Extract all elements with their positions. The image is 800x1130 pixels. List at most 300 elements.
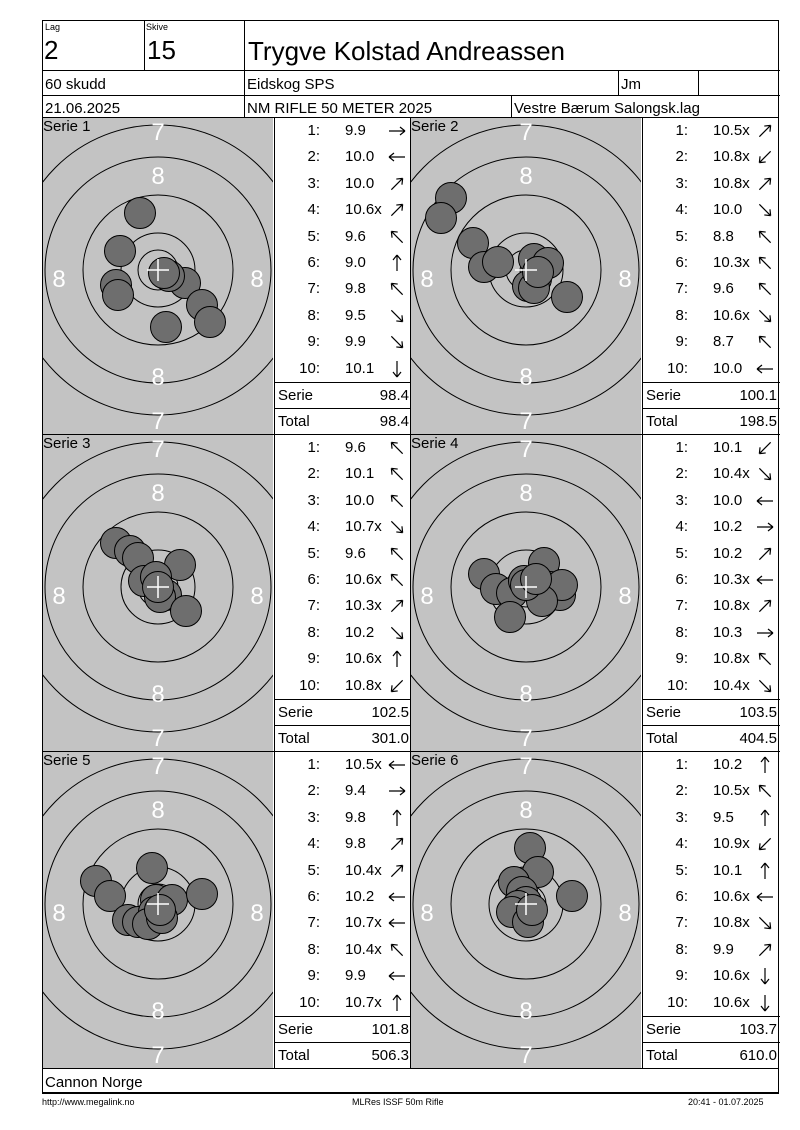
direction-arrow-icon [755,835,775,853]
direction-arrow-icon [755,307,775,325]
shot-hole [105,236,136,267]
serie-sum-value: 100.1 [739,387,777,404]
target-panel [411,435,641,751]
shot-row [643,171,780,197]
shot-value: 10.0 [713,359,743,377]
shot-hole [552,282,583,313]
direction-arrow-icon [755,994,775,1012]
shot-row [643,752,780,778]
shot-row [643,910,780,936]
serie-title: Serie 4 [411,435,459,452]
total-sum-value: 98.4 [379,413,409,430]
shot-number: 7: [675,914,688,932]
target-svg [411,118,641,434]
shot-value: 9.9 [345,333,366,351]
ring-number: 8 [519,364,533,391]
direction-arrow-icon [755,333,775,351]
event-date: 21.06.2025 [45,100,121,117]
shot-value: 10.6x [345,201,382,219]
ring-number: 8 [519,681,533,708]
shot-number: 9: [307,650,320,668]
shot-number: 3: [307,174,320,192]
shot-number: 5: [307,227,320,245]
total-sum-row [643,1042,780,1069]
shot-number: 4: [675,201,688,219]
shooter-name: Trygve Kolstad Andreassen [248,36,565,66]
shot-value: 10.5x [713,782,750,800]
score-panel [274,752,411,1068]
score-panel [642,435,779,751]
shot-row [275,937,412,963]
shot-row [275,118,412,144]
direction-arrow-icon [387,571,407,589]
shot-number: 9: [307,967,320,985]
shot-row [643,118,780,144]
shot-number: 7: [307,914,320,932]
shot-number: 2: [307,148,320,166]
shot-number: 1: [675,439,688,456]
direction-arrow-icon [755,148,775,166]
shot-hole [125,198,156,229]
total-sum-value: 301.0 [371,730,409,747]
footer-software: MLRes ISSF 50m Rifle [352,1097,444,1107]
row-divider [43,434,780,435]
target-panel [411,118,641,434]
direction-arrow-icon [387,888,407,906]
direction-arrow-icon [755,518,775,536]
ring-number: 8 [151,797,165,824]
shot-row [275,778,412,804]
direction-arrow-icon [755,941,775,959]
ring-number: 7 [519,119,533,146]
shot-number: 2: [675,148,688,166]
club-name: Eidskog SPS [247,76,335,93]
shot-row [643,884,780,910]
shot-row [643,620,780,646]
shot-value: 10.1 [345,465,375,483]
direction-arrow-icon [755,465,775,483]
direction-arrow-icon [755,914,775,932]
direction-arrow-icon [387,175,407,193]
shot-number: 4: [307,201,320,219]
serie-sum-value: 98.4 [379,387,409,404]
ring-number: 8 [151,998,165,1025]
shot-number: 9: [307,333,320,351]
direction-arrow-icon [387,862,407,880]
shot-row [643,197,780,223]
direction-arrow-icon [387,994,407,1012]
series-grid [42,118,779,1069]
ring-number: 8 [618,583,632,610]
shot-number: 1: [307,756,320,773]
shot-row [275,276,412,302]
total-sum-label: Total [646,413,678,430]
shot-value: 10.2 [713,544,743,562]
ring-number: 7 [519,408,533,434]
shot-number: 7: [307,280,320,298]
lag-label: Lag [45,22,61,32]
serie-sum-value: 103.5 [739,704,777,721]
target-svg [43,435,273,751]
ring-number: 8 [519,163,533,190]
direction-arrow-icon [387,280,407,298]
shot-value: 10.6x [713,967,750,985]
shot-number: 5: [307,861,320,879]
shot-value: 9.6 [713,280,734,298]
shot-value: 10.0 [345,174,375,192]
shot-row [643,541,780,567]
serie-sum-row [275,1016,412,1043]
shot-row [275,514,412,540]
serie-sum-value: 103.7 [739,1021,777,1038]
direction-arrow-icon [387,835,407,853]
direction-arrow-icon [755,175,775,193]
shot-value: 8.8 [713,227,734,245]
shot-value: 10.0 [713,201,743,219]
ring-number: 7 [519,436,533,463]
shot-value: 10.0 [345,148,375,166]
shot-number: 2: [675,782,688,800]
direction-arrow-icon [755,624,775,642]
shot-row [275,593,412,619]
shot-row [643,673,780,699]
shot-value: 10.3x [713,571,750,588]
shot-value: 10.6x [713,306,750,324]
score-panel [274,118,411,434]
shot-row [643,488,780,514]
serie-sum-label: Serie [278,387,314,404]
shot-row [275,461,412,487]
shot-row [275,963,412,989]
shot-number: 7: [675,597,688,615]
direction-arrow-icon [387,439,407,457]
shot-value: 9.5 [345,306,366,324]
shot-value: 10.3x [345,597,382,615]
serie-sum-row [643,699,780,726]
shot-row [643,858,780,884]
serie-sum-row [275,382,412,409]
shot-row [643,276,780,302]
shot-number: 7: [675,280,688,298]
shot-row [643,514,780,540]
direction-arrow-icon [387,809,407,827]
shot-hole [151,312,182,343]
direction-arrow-icon [387,756,407,774]
ring-number: 7 [151,408,165,434]
shot-value: 10.0 [713,491,743,509]
ring-number: 8 [52,266,66,293]
shot-number: 3: [307,491,320,509]
footer-timestamp: 20:41 - 01.07.2025 [688,1097,764,1107]
ring-number: 8 [151,163,165,190]
serie-title: Serie 3 [43,435,91,452]
shot-number: 8: [307,940,320,958]
shot-value: 9.5 [713,808,734,826]
direction-arrow-icon [755,967,775,985]
shot-number: 10: [667,676,688,694]
shot-number: 8: [675,940,688,958]
shot-row [643,805,780,831]
score-panel [274,435,411,751]
shot-hole [171,596,202,627]
shot-number: 6: [307,888,320,905]
shot-number: 8: [307,306,320,324]
shot-row [275,673,412,699]
shot-hole [187,879,218,910]
shot-number: 10: [299,993,320,1011]
shot-value: 10.8x [713,148,750,166]
shot-row [643,435,780,461]
event-location: Vestre Bærum Salongsk.lag [514,100,700,117]
skive-label: Skive [146,22,169,32]
shot-value: 10.4x [345,940,382,958]
sponsor-box [42,1069,779,1093]
total-sum-label: Total [646,730,678,747]
direction-arrow-icon [755,201,775,219]
shot-number: 4: [675,518,688,536]
direction-arrow-icon [387,782,407,800]
serie-title: Serie 5 [43,752,91,769]
shot-row [275,910,412,936]
target-panel [43,435,273,751]
shot-row [275,144,412,170]
shot-row [643,963,780,989]
shot-value: 10.1 [345,359,375,377]
total-sum-label: Total [278,730,310,747]
ring-number: 7 [151,1042,165,1068]
direction-arrow-icon [755,782,775,800]
serie-title: Serie 6 [411,752,459,769]
direction-arrow-icon [387,122,407,140]
sponsor-name: Cannon Norge [45,1074,143,1091]
direction-arrow-icon [755,439,775,457]
shot-number: 8: [307,623,320,641]
total-sum-row [275,725,412,752]
ring-number: 8 [250,266,264,293]
ring-number: 7 [151,119,165,146]
direction-arrow-icon [387,967,407,985]
shot-number: 6: [307,571,320,588]
total-sum-row [275,1042,412,1069]
ring-number: 8 [618,266,632,293]
shot-row [275,329,412,355]
shot-value: 9.6 [345,544,366,562]
direction-arrow-icon [755,888,775,906]
header-box [42,20,779,118]
total-sum-row [643,408,780,435]
shot-number: 7: [307,597,320,615]
shot-value: 10.6x [713,888,750,905]
shot-hole [149,258,180,289]
shot-row [643,356,780,382]
direction-arrow-icon [387,333,407,351]
shot-value: 10.7x [345,518,382,536]
ring-number: 8 [250,583,264,610]
direction-arrow-icon [387,492,407,510]
shot-value: 10.2 [713,756,743,773]
target-panel [43,118,273,434]
direction-arrow-icon [755,862,775,880]
shot-number: 1: [675,122,688,139]
shot-number: 6: [675,254,688,271]
shot-row [643,250,780,276]
shot-row [643,593,780,619]
shot-row [275,435,412,461]
shot-value: 10.8x [713,914,750,932]
serie-sum-value: 102.5 [371,704,409,721]
shot-row [275,541,412,567]
ring-number: 7 [151,436,165,463]
direction-arrow-icon [387,201,407,219]
shot-value: 10.5x [345,756,382,773]
shot-number: 4: [307,518,320,536]
shot-row [275,197,412,223]
shot-number: 10: [667,993,688,1011]
shot-value: 8.7 [713,333,734,351]
shot-value: 9.9 [345,122,366,139]
shot-value: 10.6x [345,571,382,588]
shot-value: 10.8x [713,650,750,668]
total-sum-value: 506.3 [371,1047,409,1064]
shot-row [275,805,412,831]
direction-arrow-icon [755,650,775,668]
serie-sum-value: 101.8 [371,1021,409,1038]
direction-arrow-icon [755,677,775,695]
shot-row [275,831,412,857]
score-panel [642,118,779,434]
serie-sum-label: Serie [278,704,314,721]
shot-hole [426,203,457,234]
direction-arrow-icon [755,809,775,827]
shot-hole [517,895,548,926]
shot-number: 10: [667,359,688,377]
shot-number: 8: [675,623,688,641]
shot-row [275,990,412,1016]
shot-number: 9: [675,650,688,668]
direction-arrow-icon [387,597,407,615]
shot-value: 10.3 [713,623,743,641]
footer-url[interactable]: http://www.megalink.no [42,1097,135,1107]
ring-number: 8 [519,480,533,507]
total-sum-row [643,725,780,752]
shot-row [275,250,412,276]
shot-row [643,461,780,487]
direction-arrow-icon [755,122,775,140]
shot-hole [521,564,552,595]
shot-hole [523,257,554,288]
row-divider [43,751,780,752]
direction-arrow-icon [755,571,775,589]
shot-value: 10.0 [345,491,375,509]
ring-number: 8 [52,583,66,610]
shot-number: 6: [675,571,688,588]
direction-arrow-icon [387,148,407,166]
shot-value: 10.4x [713,465,750,483]
direction-arrow-icon [755,360,775,378]
shot-hole [557,881,588,912]
direction-arrow-icon [755,492,775,510]
shot-number: 1: [307,439,320,456]
shot-value: 10.8x [713,597,750,615]
shot-value: 10.5x [713,122,750,139]
shot-number: 9: [675,333,688,351]
shot-number: 3: [675,491,688,509]
shot-row [643,567,780,593]
serie-title: Serie 2 [411,118,459,135]
shot-value: 10.4x [345,861,382,879]
shot-row [643,831,780,857]
ring-number: 8 [420,266,434,293]
shot-value: 10.6x [713,993,750,1011]
shot-row [275,171,412,197]
direction-arrow-icon [387,941,407,959]
shot-value: 9.0 [345,254,366,271]
total-sum-value: 198.5 [739,413,777,430]
shot-value: 9.4 [345,782,366,800]
direction-arrow-icon [387,518,407,536]
shot-number: 5: [307,544,320,562]
shot-value: 10.7x [345,914,382,932]
serie-sum-row [643,1016,780,1043]
shot-value: 9.9 [713,940,734,958]
direction-arrow-icon [387,677,407,695]
direction-arrow-icon [755,228,775,246]
shot-number: 10: [299,359,320,377]
shot-row [275,224,412,250]
total-sum-value: 610.0 [739,1047,777,1064]
shot-row [275,646,412,672]
total-sum-label: Total [278,1047,310,1064]
direction-arrow-icon [387,545,407,563]
shot-value: 9.9 [345,967,366,985]
direction-arrow-icon [387,624,407,642]
ring-number: 7 [151,753,165,780]
shot-row [643,990,780,1016]
shot-value: 10.1 [713,861,743,879]
shot-value: 10.8x [345,676,382,694]
ring-number: 8 [420,583,434,610]
shot-number: 3: [675,174,688,192]
ring-number: 8 [519,998,533,1025]
shot-number: 2: [307,465,320,483]
shot-number: 1: [675,756,688,773]
shot-row [275,752,412,778]
direction-arrow-icon [755,597,775,615]
shot-value: 10.4x [713,676,750,694]
shot-number: 9: [675,967,688,985]
ring-number: 7 [519,753,533,780]
shot-row [643,329,780,355]
direction-arrow-icon [387,360,407,378]
shot-number: 10: [299,676,320,694]
ring-number: 8 [420,900,434,927]
target-panel [411,752,641,1068]
shot-value: 10.8x [713,174,750,192]
shot-number: 5: [675,227,688,245]
shot-row [275,858,412,884]
serie-sum-row [643,382,780,409]
shot-value: 10.2 [713,518,743,536]
direction-arrow-icon [387,228,407,246]
shot-number: 6: [307,254,320,271]
shot-number: 1: [307,122,320,139]
ring-number: 8 [519,797,533,824]
shot-number: 3: [307,808,320,826]
shot-number: 2: [307,782,320,800]
shot-hole [145,895,176,926]
total-sum-row [275,408,412,435]
shot-number: 6: [675,888,688,905]
